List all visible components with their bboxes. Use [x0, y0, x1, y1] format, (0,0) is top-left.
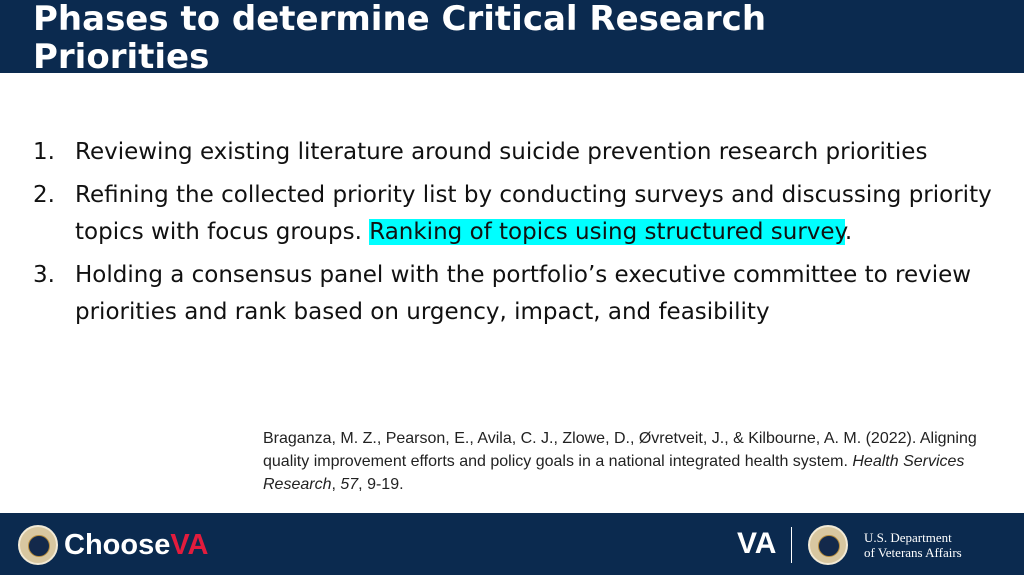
list-item — [33, 177, 993, 251]
list-item — [33, 257, 993, 331]
citation-authors: Braganza, M. Z., Pearson, E., Avila, C. J., Zlowe, D., Øvretveit, J., & Kilbourne, A. M. (2022). Aligning quality improvement efforts and policy goals in a national integrated health system. — [263, 430, 977, 470]
va-seal-icon — [18, 525, 58, 565]
list-item — [33, 134, 993, 171]
list-text: Reviewing existing literature around suicide prevention research priorities — [75, 139, 928, 165]
list-number: 2. — [33, 182, 55, 208]
list-text-main: Refining the collected priority list by conducting surveys and discussing priority topics with focus groups. — [75, 182, 992, 245]
footer-bar — [0, 513, 1024, 575]
citation-separator: , — [331, 476, 341, 493]
list-number: 1. — [33, 139, 55, 165]
list-text — [75, 177, 993, 251]
citation-volume: 57 — [340, 476, 359, 493]
logo-divider — [791, 527, 792, 563]
citation-pages: , 9-19. — [358, 476, 404, 493]
va-logo: VA — [737, 527, 777, 560]
citation-journal: Health Services Research — [263, 453, 965, 493]
department-line: U.S. Department — [864, 530, 952, 545]
choose-logo-accent: VA — [170, 529, 209, 561]
department-name — [864, 530, 962, 560]
va-seal-icon — [808, 525, 848, 565]
highlighted-text: Ranking of topics using structured survey — [369, 219, 845, 245]
choose-va-logo — [64, 530, 208, 560]
slide-title: Phases to determine Critical Research Priorities — [33, 0, 767, 73]
citation — [263, 427, 993, 496]
list-text: Holding a consensus panel with the portfolio’s executive committee to review priorities and rank based on urgency, impact, and feasibility — [75, 262, 972, 325]
choose-logo-text: Choose — [64, 529, 171, 561]
phase-list — [33, 134, 993, 337]
department-line: of Veterans Affairs — [864, 545, 962, 560]
list-text-end: . — [844, 219, 853, 245]
title-bar — [0, 0, 1024, 73]
list-number: 3. — [33, 262, 55, 288]
